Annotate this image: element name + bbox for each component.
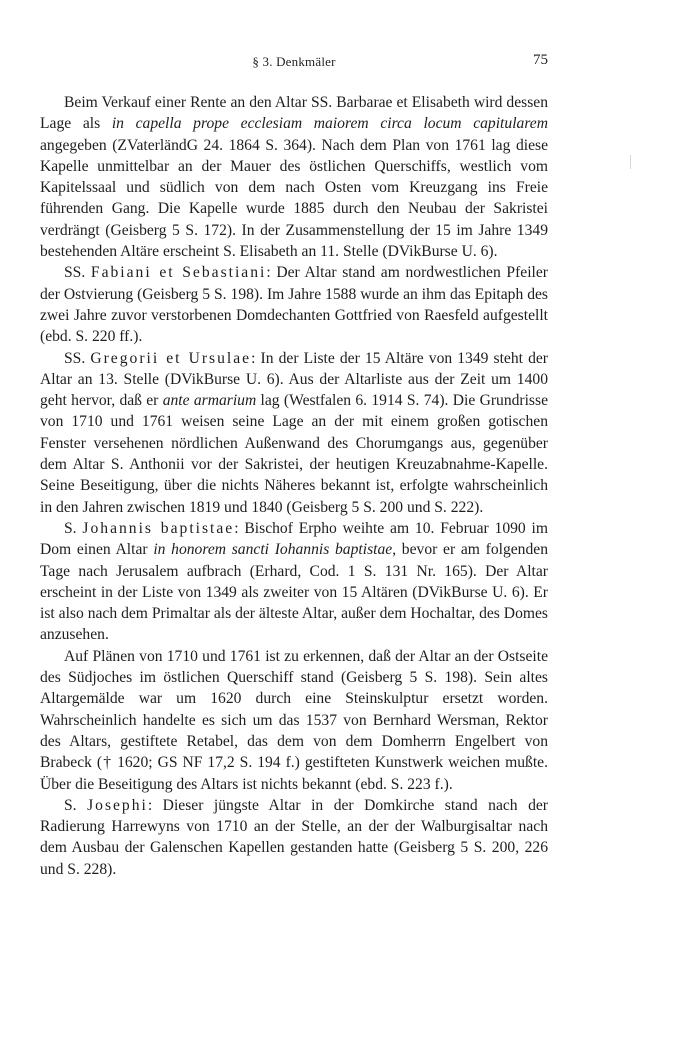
paragraph [40, 348, 548, 518]
page-number: 75 [533, 52, 548, 68]
text-run: lag (Westfalen 6. 1914 S. 74). Die Grundrisse von 1710 und 1761 weisen seine Lage an der mit einem großen gotischen Fenster versehenen nördlichen Außenwand des Chorumgangs aus, gegenüber dem Altar S. Anthonii vor der Sakristei, der heutigen Kreuzabnahme-Kapelle. Seine Beseitigung, über die nichts Näheres bekannt ist, erfolgte wahrscheinlich in den Jahren zwischen 1819 und 1840 (Geisberg 5 S. 200 und S. 222). [40, 392, 548, 516]
margin-mark [630, 155, 631, 169]
paragraph [40, 92, 548, 262]
text-run: : In der Liste der 15 Altäre von 1349 steht der Altar an 13. Stelle (DVikBurse U. 6). Aus der Altarliste aus der Zeit um 1400 geht hervor, daß er [40, 349, 548, 410]
latin-quote: ante armarium [162, 392, 257, 410]
paragraph [40, 646, 548, 795]
text-run: angegeben (ZVaterländG 24. 1864 S. 364). Nach dem Plan von 1761 lag diese Kapelle unmittelbar an der Mauer des östlichen Querschiffs, westlich vom Kapitelssaal und südlich von dem nach Osten vom Kreuzgang ins Freie führenden Gang. Die Kapelle wurde 1885 durch den Neubau der Sakristei verdrängt (Geisberg 5 S. 172). In der Zusammenstellung der 15 im Jahre 1349 bestehenden Altäre erscheint S. Elisabeth an 11. Stelle (DVikBurse U. 6). [40, 136, 548, 261]
text-run: : Der Altar stand am nordwestlichen Pfeiler der Ostvierung (Geisberg 5 S. 198). Im Jahre 1588 wurde an ihm das Epitaph des zwei Jahre zuvor verstorbenen Domdechanten Gottfried von Raesfeld aufgestellt (ebd. S. 220 ff.). [40, 264, 548, 346]
text-run: SS. [64, 349, 91, 367]
altar-name: Fabiani et Sebastiani [90, 264, 267, 282]
latin-quote: in honorem sancti Iohannis baptistae [153, 541, 393, 559]
running-header [40, 52, 548, 74]
text-run: Auf Plänen von 1710 und 1761 ist zu erkennen, daß der Altar an der Ostseite des Südjoches im östlichen Querschiff stand (Geisberg 5 S. 198). Sein altes Altargemälde war um 1620 durch eine Steinskulptur ersetzt worden. Wahrscheinlich handelte es sich um das 1537 von Bernhard Wersman, Rektor des Altars, gestiftete Retabel, das dem von dem Domherrn Engelbert von Brabeck († 1620; GS NF 17,2 S. 194 f.) gestifteten Kunstwerk weichen mußte. Über die Beseitigung des Altars ist nichts bekannt (ebd. S. 223 f.). [40, 647, 548, 793]
altar-name: Josephi [87, 796, 148, 814]
latin-quote: in capella prope ecclesiam maiorem circa locum capitularem [111, 115, 548, 133]
section-heading: § 3. Denkmäler [252, 54, 336, 69]
document-page [40, 52, 548, 880]
text-run: , bevor er am folgenden Tage nach Jerusalem aufbrach (Erhard, Cod. 1 S. 131 Nr. 165). Der Altar erscheint in der Liste von 1349 als zweiter von 15 Altären (DVikBurse U. 6). Er ist also nach dem Primaltar als der älteste Altar, außer dem Hochaltar, des Domes anzusehen. [40, 541, 548, 644]
body-text [40, 92, 548, 880]
text-run: Beim Verkauf einer Rente an den Altar SS. Barbarae et Elisabeth wird dessen Lage als [40, 94, 548, 133]
paragraph [40, 262, 548, 347]
paragraph [40, 518, 548, 646]
text-run: : Dieser jüngste Altar in der Domkirche stand nach der Radierung Harrewyns von 1710 an der Stelle, an der der Walburgisaltar nach dem Ausbau der Galenschen Kapellen gestanden hatte (Geisberg 5 S. 200, 226 und S. 228). [40, 796, 548, 878]
text-run: SS. [64, 264, 91, 282]
altar-name: Johannis baptistae [82, 519, 235, 537]
paragraph [40, 795, 548, 880]
text-run: S. [64, 519, 83, 537]
altar-name: Gregorii et Ursulae [90, 349, 252, 367]
text-run: S. [64, 796, 88, 814]
text-run: : Bischof Erpho weihte am 10. Februar 1090 im Dom einen Altar [40, 519, 548, 559]
